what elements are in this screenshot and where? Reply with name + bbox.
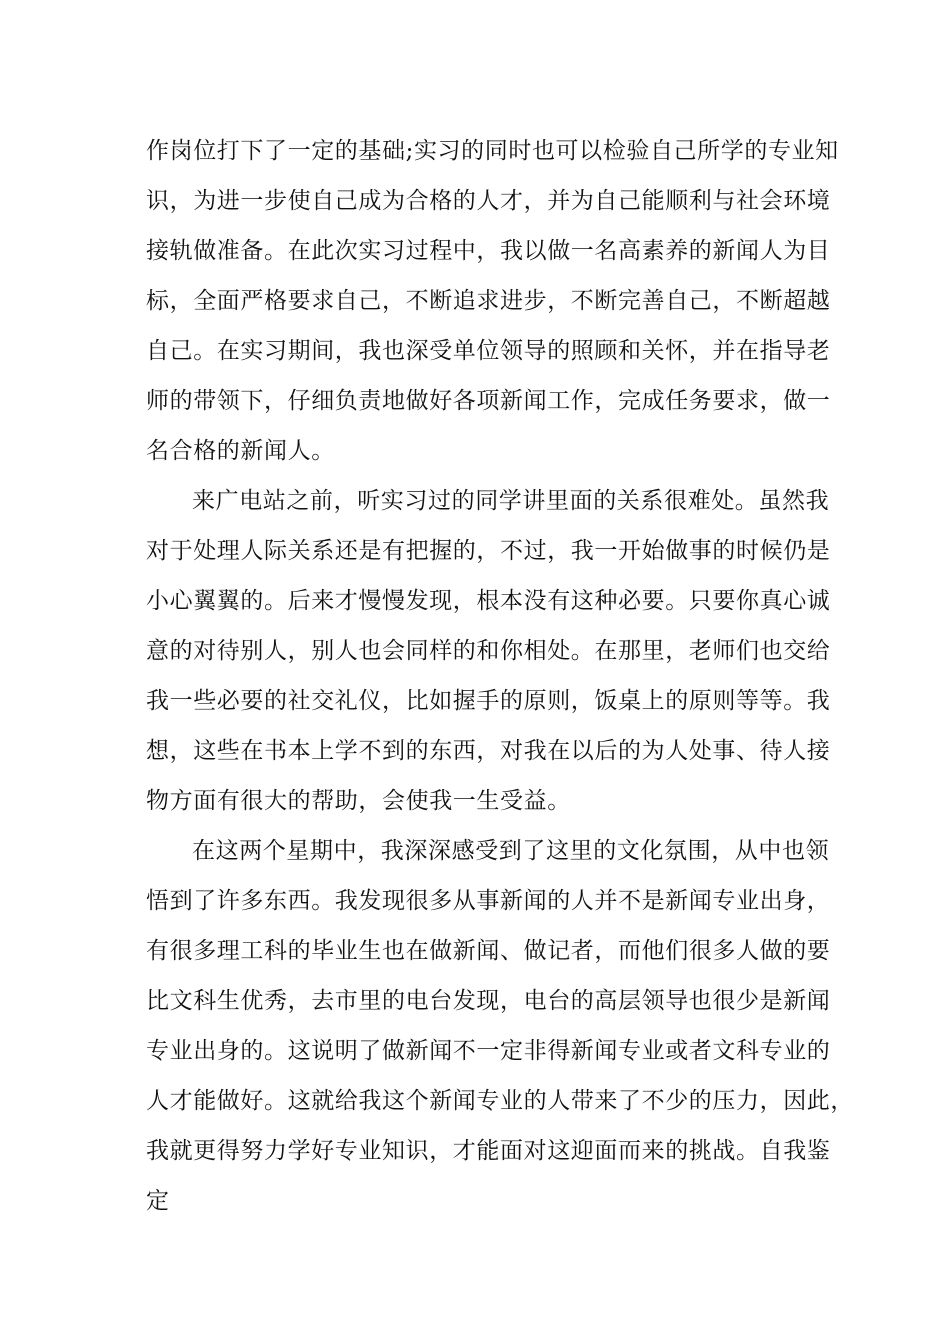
text-line: 意的对待别人，别人也会同样的和你相处。在那里，老师们也交给 — [146, 638, 831, 664]
text-line: 悟到了许多东西。我发现很多从事新闻的人并不是新闻专业出身， — [146, 888, 831, 914]
text-line: 接轨做准备。在此次实习过程中，我以做一名高素养的新闻人为目 — [146, 238, 831, 264]
text-line: 师的带领下，仔细负责地做好各项新闻工作，完成任务要求，做一 — [146, 388, 831, 414]
text-line: 我就更得努力学好专业知识，才能面对这迎面而来的挑战。自我鉴 — [146, 1138, 831, 1164]
text-line: 识，为进一步使自己成为合格的人才，并为自己能顺利与社会环境 — [146, 188, 831, 214]
paragraph-first-line: 在这两个星期中，我深深感受到了这里的文化氛围，从中也领 — [192, 838, 830, 864]
text-line: 小心翼翼的。后来才慢慢发现，根本没有这种必要。只要你真心诚 — [146, 588, 831, 614]
text-line: 标，全面严格要求自己，不断追求进步，不断完善自己，不断超越 — [146, 288, 831, 314]
text-line: 想，这些在书本上学不到的东西，对我在以后的为人处事、待人接 — [146, 738, 831, 764]
paragraph-first-line: 来广电站之前，听实习过的同学讲里面的关系很难处。虽然我 — [192, 488, 830, 514]
text-line: 自己。在实习期间，我也深受单位领导的照顾和关怀，并在指导老 — [146, 338, 831, 364]
text-line: 物方面有很大的帮助，会使我一生受益。 — [146, 788, 571, 814]
text-line: 对于处理人际关系还是有把握的，不过，我一开始做事的时候仍是 — [146, 538, 831, 564]
text-line: 作岗位打下了一定的基础;实习的同时也可以检验自己所学的专业知 — [146, 138, 839, 164]
text-line: 定 — [146, 1188, 170, 1214]
text-line: 比文科生优秀，去市里的电台发现，电台的高层领导也很少是新闻 — [146, 988, 831, 1014]
text-line: 人才能做好。这就给我这个新闻专业的人带来了不少的压力，因此， — [146, 1088, 854, 1114]
text-line: 名合格的新闻人。 — [146, 438, 335, 464]
text-line: 专业出身的。这说明了做新闻不一定非得新闻专业或者文科专业的 — [146, 1038, 831, 1064]
text-line: 有很多理工科的毕业生也在做新闻、做记者，而他们很多人做的要 — [146, 938, 831, 964]
text-line: 我一些必要的社交礼仪，比如握手的原则，饭桌上的原则等等。我 — [146, 688, 831, 714]
